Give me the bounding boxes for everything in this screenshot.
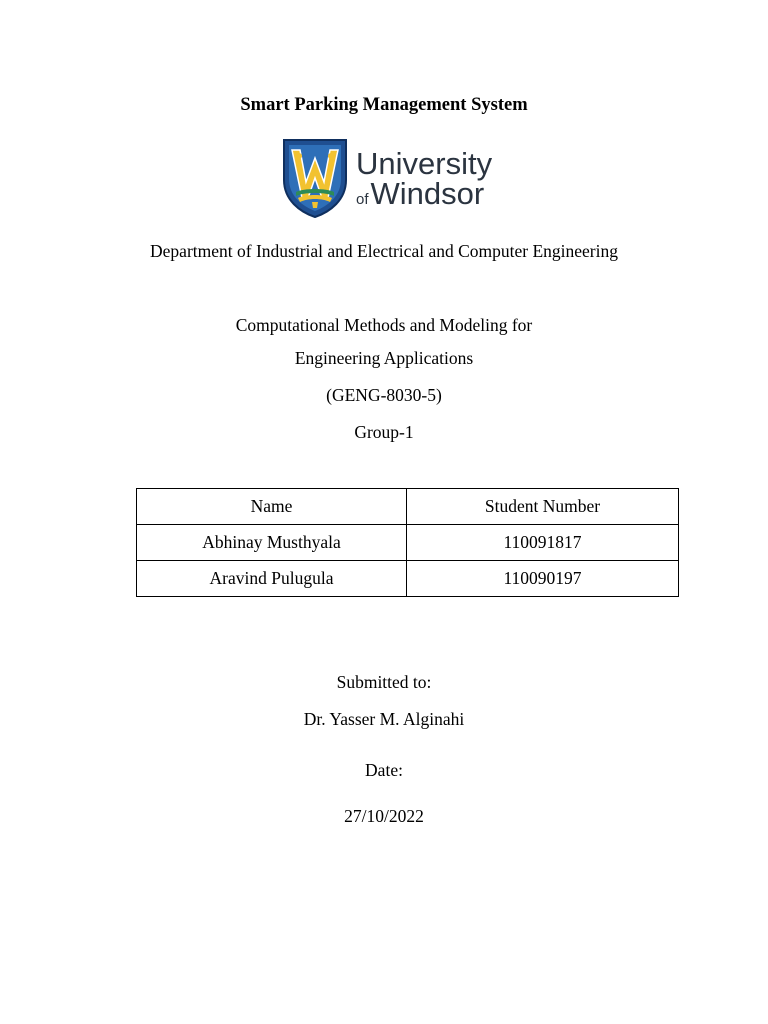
group-name: Group-1 — [354, 422, 414, 442]
document-title: Smart Parking Management System — [240, 95, 528, 115]
members-table — [136, 488, 679, 597]
wordmark-of: of — [356, 191, 369, 208]
date-value: 27/10/2022 — [344, 806, 424, 826]
header-name: Name — [137, 489, 407, 525]
member-name: Aravind Pulugula — [137, 561, 407, 597]
wordmark-university: University — [356, 146, 493, 181]
member-student-number: 110091817 — [407, 525, 679, 561]
university-wordmark — [356, 148, 492, 216]
table-row — [137, 525, 679, 561]
submitted-to-name: Dr. Yasser M. Alginahi — [303, 709, 465, 729]
university-shield-icon — [282, 138, 348, 218]
department-name: Department of Industrial and Electrical and Computer Engineering — [150, 241, 618, 261]
university-logo — [282, 138, 492, 218]
wordmark-windsor-text: Windsor — [370, 176, 485, 211]
submitted-to-label: Submitted to: — [336, 672, 432, 692]
table-header-row — [137, 489, 679, 525]
course-code: (GENG-8030-5) — [326, 385, 442, 405]
member-name: Abhinay Musthyala — [137, 525, 407, 561]
date-label: Date: — [365, 760, 403, 780]
header-student-number: Student Number — [407, 489, 679, 525]
member-student-number: 110090197 — [407, 561, 679, 597]
course-title-line2: Engineering Applications — [294, 348, 474, 368]
course-title-line1: Computational Methods and Modeling for — [235, 315, 533, 335]
table-row — [137, 561, 679, 597]
wordmark-windsor — [356, 178, 492, 216]
